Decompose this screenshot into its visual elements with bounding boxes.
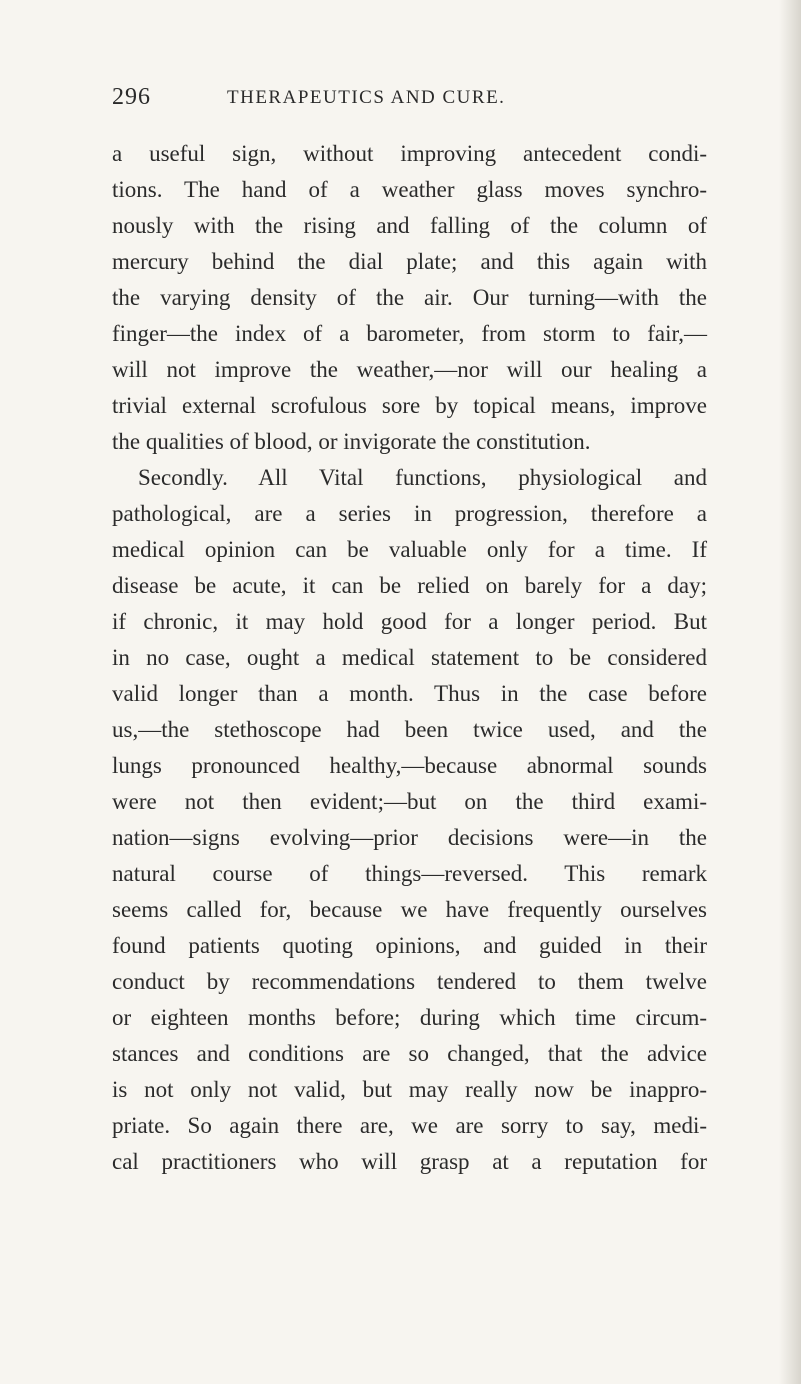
- text-line: medical opinion can be valuable only for a time. If: [112, 537, 707, 562]
- text-line: stances and conditions are so changed, that the advice: [112, 1041, 707, 1066]
- text-line: will not improve the weather,—nor will our healing a: [112, 357, 707, 382]
- page-header: [112, 84, 712, 114]
- text-line: natural course of things—reversed. This remark: [112, 861, 707, 886]
- text-line: the varying density of the air. Our turning—with the: [112, 285, 707, 310]
- running-head: THERAPEUTICS AND CURE.: [227, 87, 506, 108]
- text-line: seems called for, because we have frequently ourselves: [112, 897, 707, 922]
- text-line: cal practitioners who will grasp at a reputation for: [112, 1149, 707, 1174]
- text-line: valid longer than a month. Thus in the case before: [112, 681, 707, 706]
- text-line: the qualities of blood, or invigorate the constitution.: [112, 429, 591, 454]
- text-line: lungs pronounced healthy,—because abnormal sounds: [112, 753, 707, 778]
- text-line: in no case, ought a medical statement to be considered: [112, 645, 707, 670]
- text-line: priate. So again there are, we are sorry to say, medi-: [112, 1113, 707, 1138]
- text-line: finger—the index of a barometer, from storm to fair,—: [112, 321, 707, 346]
- text-line: or eighteen months before; during which time circum-: [112, 1005, 707, 1030]
- text-line: nation—signs evolving—prior decisions were—in the: [112, 825, 707, 850]
- text-line: were not then evident;—but on the third exami-: [112, 789, 707, 814]
- text-line: trivial external scrofulous sore by topical means, improve: [112, 393, 707, 418]
- text-line: nously with the rising and falling of the column of: [112, 213, 707, 238]
- text-line: disease be acute, it can be relied on barely for a day;: [112, 573, 707, 598]
- page-edge-shadow: [779, 0, 801, 1384]
- text-line: conduct by recommendations tendered to them twelve: [112, 969, 707, 994]
- text-line: us,—the stethoscope had been twice used, and the: [112, 717, 707, 742]
- body-text: [112, 136, 707, 1180]
- text-line: found patients quoting opinions, and guided in their: [112, 933, 707, 958]
- text-line: tions. The hand of a weather glass moves synchro-: [112, 177, 707, 202]
- text-line: mercury behind the dial plate; and this again with: [112, 249, 707, 274]
- text-line: if chronic, it may hold good for a longer period. But: [112, 609, 707, 634]
- paragraph-start-line: Secondly. All Vital functions, physiological and: [138, 465, 707, 490]
- text-line: pathological, are a series in progression, therefore a: [112, 501, 707, 526]
- page-number: 296: [112, 84, 151, 110]
- text-line: a useful sign, without improving antecedent condi-: [112, 141, 707, 166]
- text-line: is not only not valid, but may really now be inappro-: [112, 1077, 707, 1102]
